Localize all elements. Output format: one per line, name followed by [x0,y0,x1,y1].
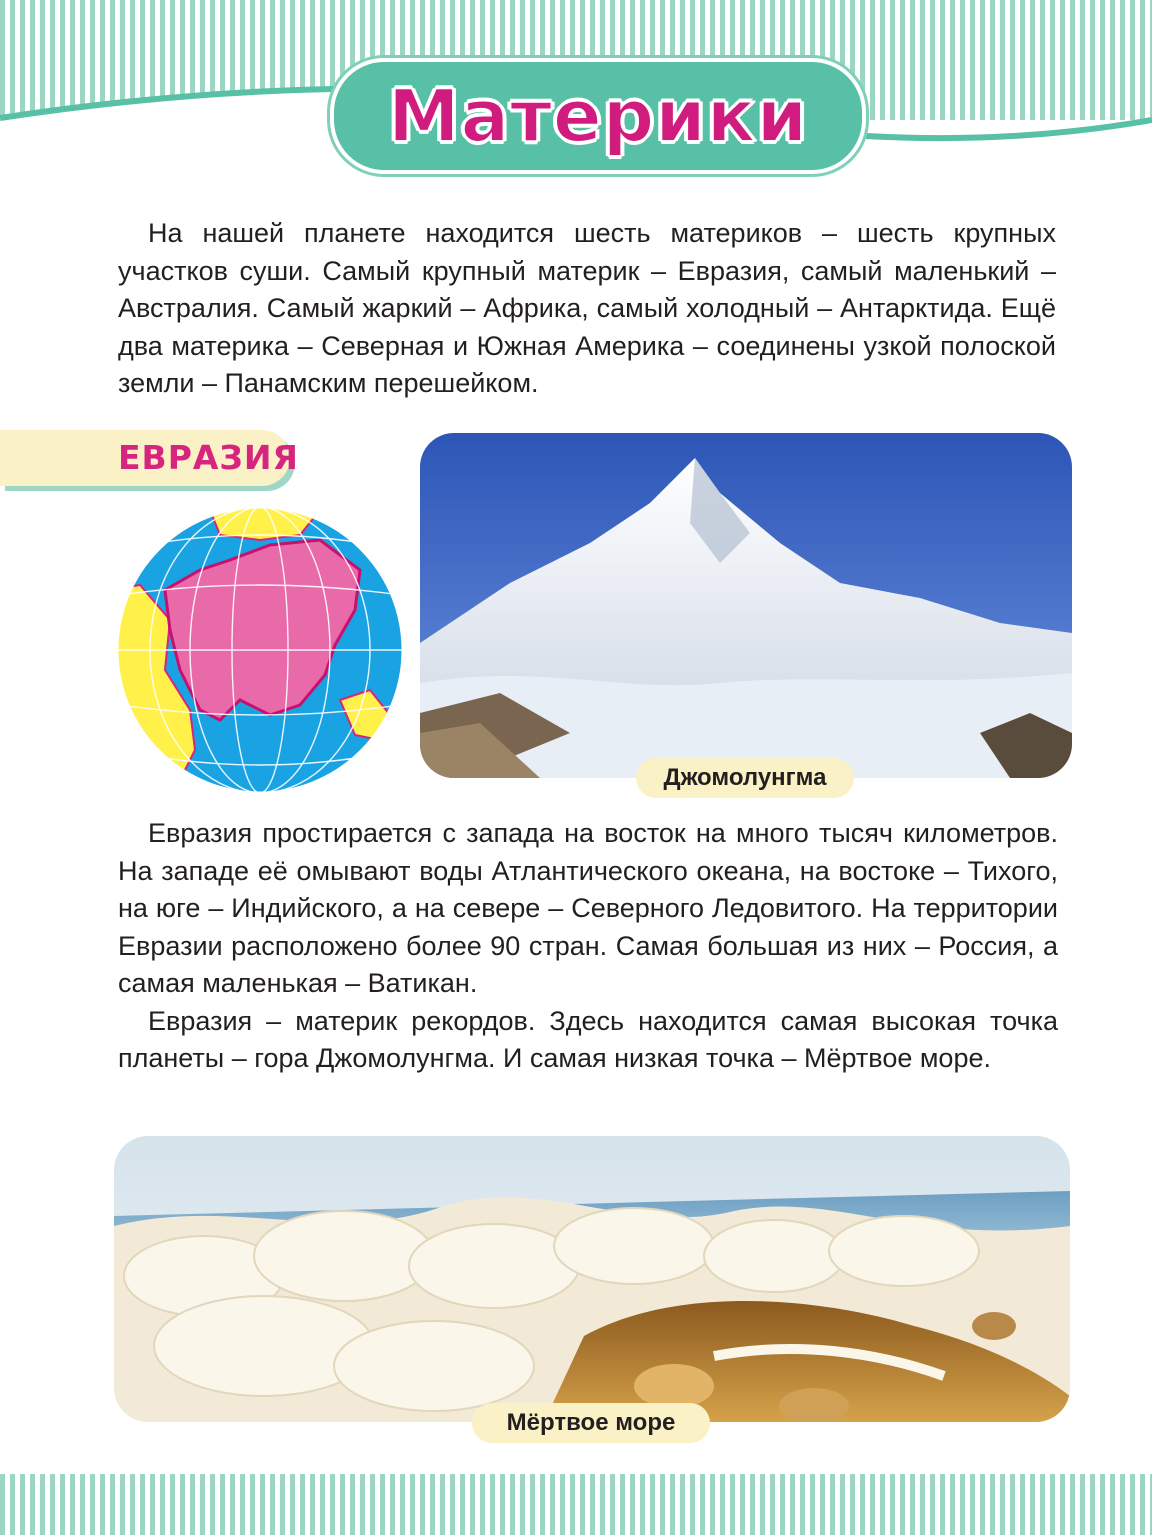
dead-sea-photo [114,1136,1070,1422]
title-banner [330,58,866,174]
everest-caption: Джомолунгма [636,758,854,798]
intro-paragraph: На нашей планете находится шесть материков – шесть крупных участков суши. Самый крупный материк – Евразия, самый маленький – Австралия. Самый жаркий – Африка, самый холодный – Антарктида. Ещё два материка – Северная и Южная Америка – соединены узкой полоской земли – Панамским перешейком. [118,218,1056,398]
eurasia-paragraph-1: Евразия простирается с запада на восток на много тысяч километров. На западе её омывают воды Атлантического океана, на востоке – Тихого, на юге – Индийского, а на севере – Северного Ледовитого. На территории Евразии расположено более 90 стран. Самая большая из них – Россия, а самая маленькая – Ватикан. [118,818,1058,998]
eurasia-text [118,815,1058,1078]
bottom-stripe-band [0,1474,1152,1535]
eurasia-paragraph-2: Евразия – материк рекордов. Здесь находится самая высокая точка планеты – гора Джомолунгма. И самая низкая точка – Мёртвое море. [118,1005,1058,1073]
section-tab-eurasia [0,430,299,486]
section-heading: ЕВРАЗИЯ [118,438,299,477]
dead-sea-caption: Мёртвое море [472,1403,710,1443]
everest-photo [420,433,1072,778]
globe-illustration [110,500,410,800]
page-title: Материки [387,74,809,158]
